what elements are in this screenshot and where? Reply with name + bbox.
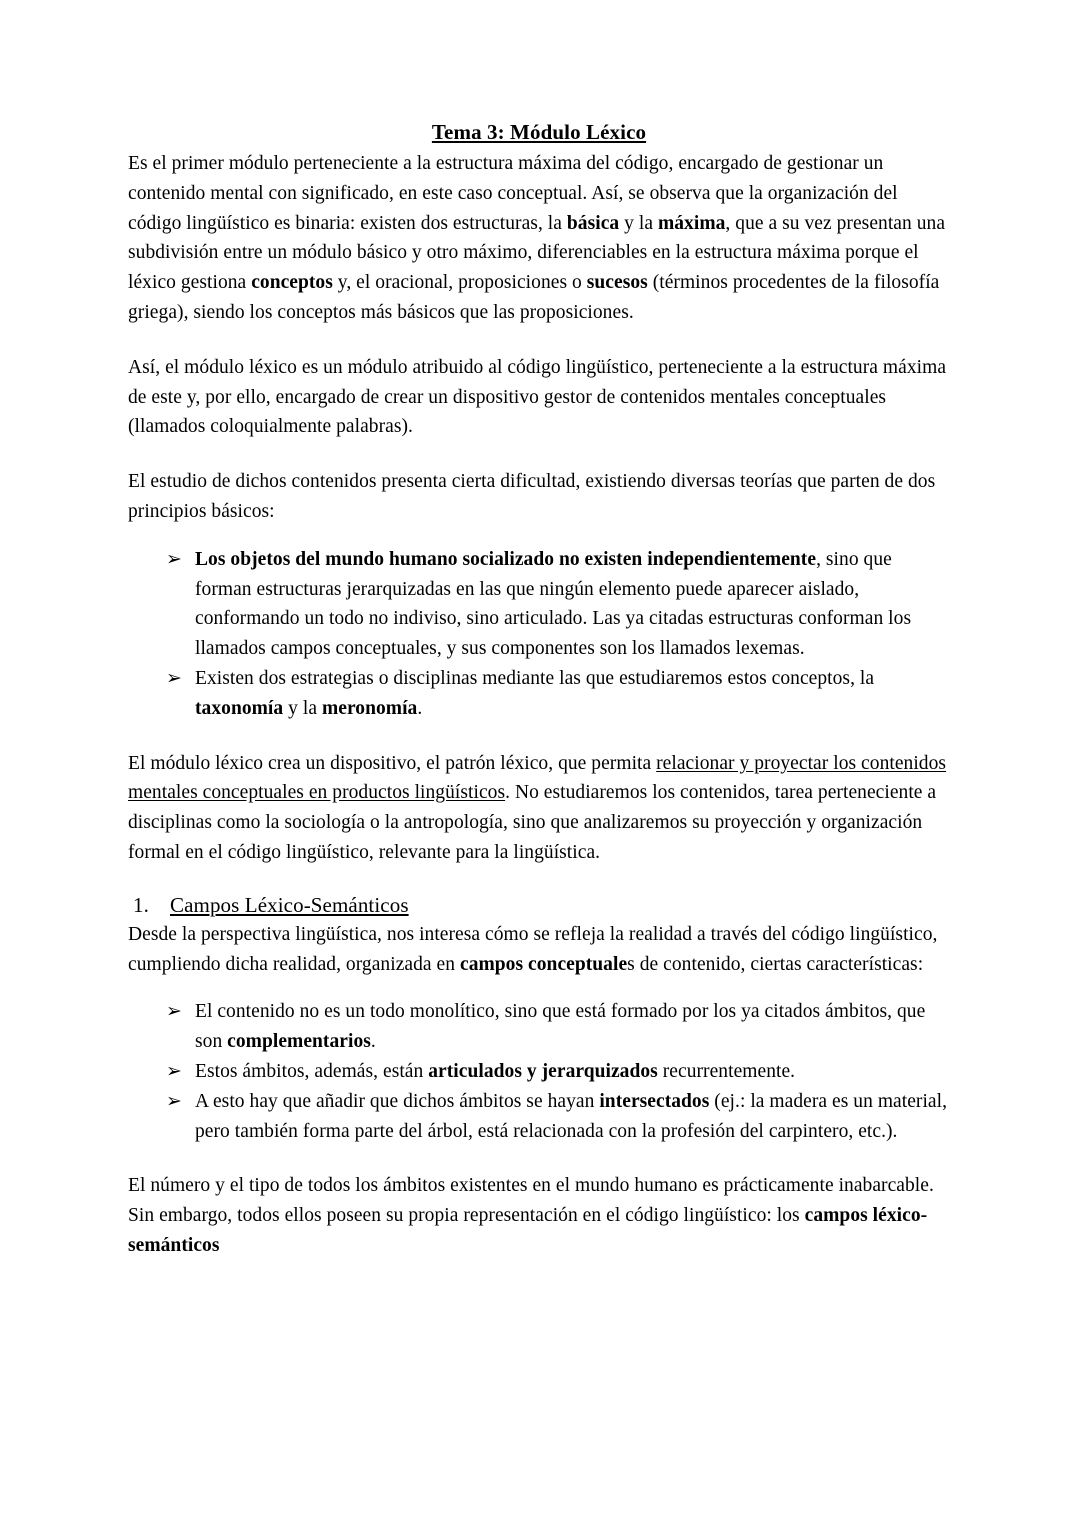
paragraph-perspectiva [128, 920, 950, 980]
text-run: , sino que forman estructuras jerarquizadas en las que ningún elemento puede aparecer aislado, conformando un todo no indiviso, sino articulado. Las ya citadas estructuras conforman los llamados campos conceptuales, y sus componentes son los llamados lexemas. [195, 548, 912, 660]
bold-campos-lexico-semanticos: campos léxico-semánticos [128, 1205, 928, 1256]
bold-intersectados: intersectados [599, 1090, 710, 1112]
arrow-bullet-icon: ➢ [166, 547, 182, 570]
text-run: El contenido no es un todo monolítico, sino que está formado por los ya citados ámbitos, que son [195, 1001, 926, 1053]
bold-conceptos: conceptos [251, 272, 333, 294]
principles-list [128, 545, 950, 724]
arrow-bullet-icon: ➢ [166, 1089, 182, 1112]
page-title [128, 118, 950, 147]
text-run: . [370, 1031, 376, 1053]
list-item [128, 1057, 950, 1087]
bold-complementarios: complementarios [227, 1031, 371, 1053]
bold-campos-conceptuales: campos conceptuale [459, 953, 628, 975]
paragraph-estudio: El estudio de dichos contenidos presenta cierta dificultad, existiendo diversas teorías que parten de dos principios básicos: [128, 471, 936, 522]
text-run: recurrentemente. [657, 1060, 796, 1082]
paragraph-modulo-lexico: Así, el módulo léxico es un módulo atribuido al código lingüístico, perteneciente a la estructura máxima de este y, por ello, encargado de crear un dispositivo gestor de contenidos mentales conceptuales (llamados coloquialmente palabras). [128, 356, 947, 438]
section-heading-text: Campos Léxico-Semánticos [170, 892, 409, 917]
bold-basica: básica [566, 212, 620, 234]
list-item [128, 997, 950, 1057]
text-run: , que a su vez presentan una subdivisión entre un módulo básico y otro máximo, diferenciables en la estructura máxima porque el léxico gestiona [128, 212, 946, 294]
paragraph-numero-tipo [128, 1171, 950, 1260]
arrow-bullet-icon: ➢ [166, 666, 182, 689]
paragraph-intro [128, 149, 950, 328]
text-run: y la [619, 212, 658, 234]
text-run: . No estudiaremos los contenidos, tarea perteneciente a disciplinas como la sociología o la antropología, sino que analizaremos su proyección y organización formal en el código lingüístico, relevante para la lingüística. [128, 782, 937, 863]
text-run: (ej.: la madera es un material, pero también forma parte del árbol, está relacionada con la profesión del carpintero, etc.). [195, 1090, 948, 1142]
paragraph-patron-lexico [128, 749, 950, 868]
text-run: El número y el tipo de todos los ámbitos existentes en el mundo humano es prácticamente inabarcable. Sin embargo, todos ellos poseen su propia representación en el código lingüístico: los [128, 1175, 934, 1227]
characteristics-list [128, 997, 950, 1146]
text-run: A esto hay que añadir que dichos ámbitos se hayan [195, 1090, 600, 1112]
text-run: s de contenido, ciertas características: [627, 953, 924, 975]
section-heading-1 [128, 890, 950, 920]
text-run: El módulo léxico crea un dispositivo, el patrón léxico, que permita [128, 752, 657, 774]
list-item [128, 664, 950, 724]
page-title-text: Tema 3: Módulo Léxico [431, 120, 647, 144]
arrow-bullet-icon: ➢ [166, 1000, 182, 1023]
bold-meronomia: meronomía [321, 697, 418, 719]
text-run: Estos ámbitos, además, están [195, 1060, 429, 1082]
text-run: Desde la perspectiva lingüística, nos interesa cómo se refleja la realidad a través del código lingüístico, cumpliendo dicha realidad, organizada en [128, 923, 938, 975]
bold-articulados-jerarquizados: articulados y jerarquizados [428, 1060, 658, 1082]
text-run: Existen dos estrategias o disciplinas mediante las que estudiaremos estos conceptos, la [195, 667, 875, 689]
section-number: 1. [133, 892, 149, 917]
text-run: Es el primer módulo perteneciente a la estructura máxima del código, encargado de gestionar un contenido mental con significado, en este caso conceptual. Así, se observa que la organización del código lingüístico es binaria: existen dos estructuras, la [128, 153, 898, 234]
bold-taxonomia: taxonomía [195, 697, 284, 719]
text-run: . [417, 697, 423, 719]
section-heading-list [128, 890, 950, 920]
list-item [128, 1087, 950, 1147]
bold-objetos-lead: Los objetos del mundo humano socializado no existen independientemente [195, 548, 817, 570]
bold-maxima: máxima [657, 212, 726, 234]
text-run: (términos procedentes de la filosofía griega), siendo los conceptos más básicos que las proposiciones. [128, 272, 940, 323]
underlined-phrase: relacionar y proyectar los contenidos mentales conceptuales en productos lingüísticos [128, 752, 947, 804]
bold-sucesos: sucesos [586, 272, 648, 294]
list-item [128, 545, 950, 664]
arrow-bullet-icon: ➢ [166, 1059, 182, 1082]
text-run: y la [283, 697, 322, 719]
text-run: y, el oracional, proposiciones o [332, 272, 587, 294]
